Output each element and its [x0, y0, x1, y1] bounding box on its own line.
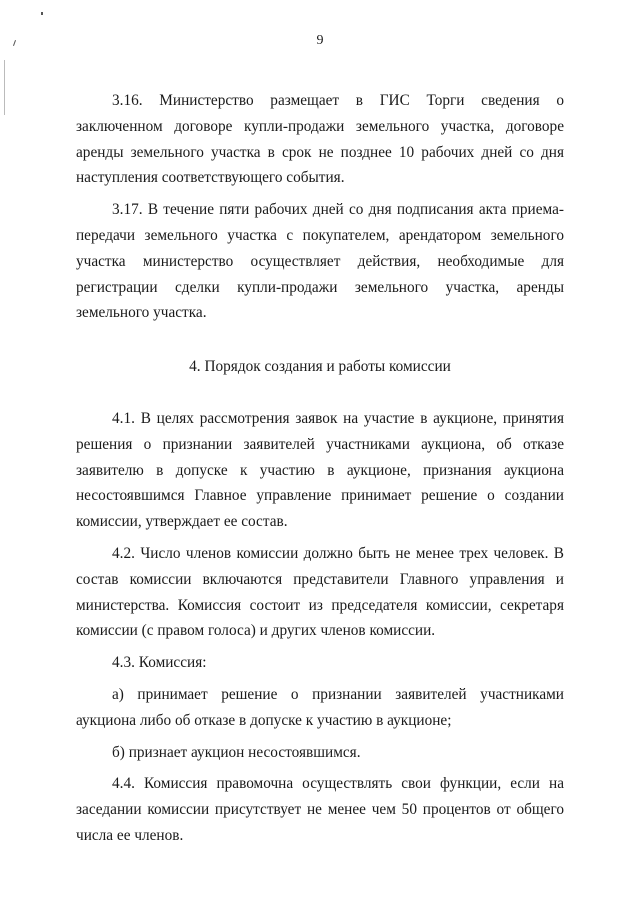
- paragraph-4-3: 4.3. Комиссия:: [112, 654, 207, 672]
- document-body: [76, 88, 564, 849]
- paragraph-4-3-b: б) признает аукцион несостоявшимся.: [112, 743, 361, 761]
- paragraph-4-4: 4.4. Комиссия правомочна осуществлять свои функции, если на заседании комиссии присутствует не менее чем 50 процентов от общего числа ее членов.: [76, 775, 564, 844]
- scan-mark-line: [4, 60, 5, 115]
- paragraph-4-1: 4.1. В целях рассмотрения заявок на участие в аукционе, принятия решения о признании заявителей участниками аукциона, об отказе заявителю в допуске к участию в аукционе, признания аукциона несостоявшимся Главное управление принимает решение о создании комиссии, утверждает ее состав.: [76, 409, 564, 531]
- page-number: 9: [316, 33, 324, 48]
- paragraph-4-2: 4.2. Число членов комиссии должно быть не менее трех человек. В состав комиссии включаются представители Главного управления и министерства. Комиссия состоит из председателя комиссии, секретаря комиссии (с правом голоса) и других членов комиссии.: [76, 544, 564, 640]
- scan-mark-dot: [41, 12, 43, 15]
- paragraph-3-17: 3.17. В течение пяти рабочих дней со дня подписания акта приема-передачи земельного участка с покупателем, арендатором земельного участка министерство осуществляет действия, необходимые для регистрации сделки купли-продажи земельного участка, аренды земельного участка.: [76, 201, 564, 322]
- paragraph-4-3-a: а) принимает решение о признании заявителей участниками аукциона либо об отказе в допуске к участию в аукционе;: [76, 685, 564, 729]
- section-4-heading: 4. Порядок создания и работы комиссии: [189, 358, 451, 376]
- paragraph-3-16: 3.16. Министерство размещает в ГИС Торги сведения о заключенном договоре купли-продажи земельного участка, договоре аренды земельного участка в срок не позднее 10 рабочих дней со дня наступления соответствующего события.: [76, 92, 564, 187]
